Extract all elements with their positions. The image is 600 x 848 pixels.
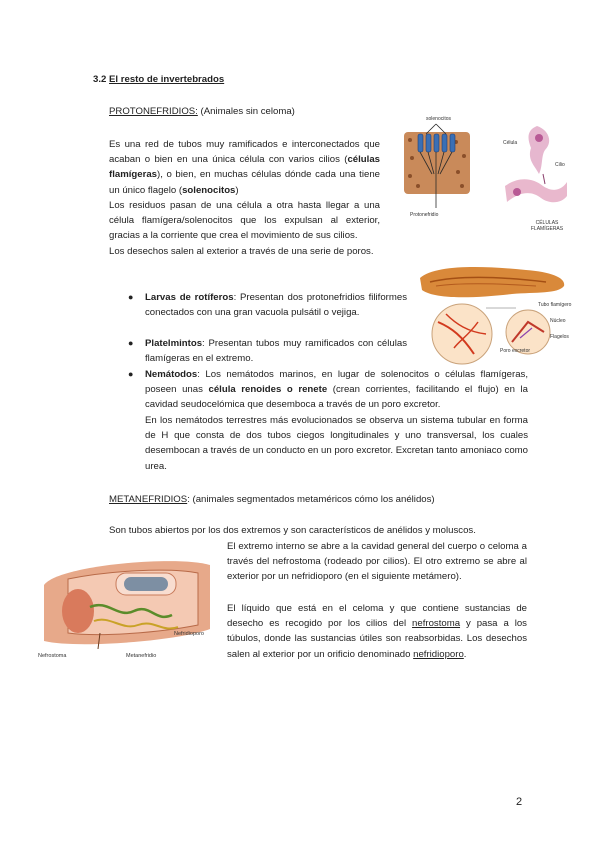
nematodos-extra: En los nemátodos terrestres más evolucionados se observa un sistema tubular en forma de H que consta de dos tubos ciegos longitudinales y uno transversal, los cuales desembocan a través de un conducto en un poro excretor. Excretan tanto amoniaco como urea. bbox=[145, 415, 528, 472]
fig2-label-cell: Célula bbox=[503, 140, 518, 146]
celulas-flamigeras-figure bbox=[497, 122, 569, 232]
bullet-dot: ● bbox=[128, 369, 134, 379]
planaria-illustration bbox=[416, 262, 572, 368]
bullet-dot: ● bbox=[128, 338, 134, 348]
meta-heading-label: METANEFRIDIOS bbox=[109, 494, 188, 505]
section-title-text: El resto de invertebrados bbox=[109, 74, 225, 85]
meta-heading-note: : (animales segmentados metaméricos cómo los anélidos) bbox=[187, 494, 435, 505]
fig3-label-2: Núcleo bbox=[550, 318, 566, 324]
flame-cell-illustration bbox=[497, 122, 569, 232]
fig3-label-3: Flagelos bbox=[550, 334, 569, 340]
earthworm-segment-illustration bbox=[38, 545, 218, 669]
planaria-figure bbox=[416, 262, 572, 368]
fig4-label-metanefridio: Metanefridio bbox=[126, 653, 157, 659]
proto-paragraph-1: Es una red de tubos muy ramificados e interconectados que acaban o bien en una única célula con varios cilios (células flamígeras), o bien, en muchas células dónde cada una tiene un único flagelo (solenocitos) bbox=[109, 139, 380, 196]
solenocitos-figure bbox=[396, 112, 488, 224]
proto-paragraph-3: Los desechos salen al exterior a través de una serie de poros. bbox=[109, 246, 374, 257]
meta-paragraph-1: El extremo interno se abre a la cavidad general del cuerpo o celoma a través del nefrostoma (rodeado por cilios). El otro extremo se abre al exterior por un nefridioporo (en el siguiente metámero). bbox=[227, 541, 527, 583]
bullet-dot: ● bbox=[128, 292, 134, 302]
meta-intro: Son tubos abiertos por los dos extremos y son característicos de anélidos y moluscos. bbox=[109, 525, 476, 536]
bullet-nematodos: Nemátodos: Los nemátodos marinos, en lugar de solenocitos o células flamígeras, poseen unas célula renoides o renete (crean corrientes, facilitando el flujo) en la cavidad seudocelómica que desemboca a través de un poro excretor. bbox=[145, 369, 529, 411]
fig3-label-1: Tubo flamígero bbox=[538, 302, 572, 308]
fig3-label-4: Poro excretor bbox=[500, 348, 531, 354]
metanefridio-figure bbox=[38, 545, 218, 669]
bullet-rotiferos: Larvas de rotíferos: Presentan dos protonefridios filiformes conectados con una gran vacuola pulsátil o vejiga. bbox=[145, 292, 407, 319]
proto-heading-label: PROTONEFRIDIOS: bbox=[109, 106, 198, 117]
fig4-label-nefrostoma: Nefrostoma bbox=[38, 653, 67, 659]
fig2-caption: CÉLULAS FLAMÍGERAS bbox=[530, 220, 564, 232]
fig2-label-cilio: Cilio bbox=[555, 162, 565, 168]
fig1-label-top: solenocitos bbox=[426, 116, 452, 122]
proto-heading-note: (Animales sin celoma) bbox=[197, 106, 295, 117]
fig4-label-nefridioporo: Nefridioporo bbox=[174, 631, 204, 637]
section-title bbox=[93, 72, 224, 87]
meta-paragraph-2: El líquido que está en el celoma y que contiene sustancias de desecho es recogido por los cilios del nefrostoma y pasa a los túbulos, donde las sustancias útiles son reabsorbidas. Los desechos salen al exterior por un orificio denominado nefridioporo. bbox=[227, 603, 527, 660]
fig1-label-bottom: Protonefridio bbox=[410, 212, 439, 218]
meta-heading bbox=[109, 492, 435, 507]
solenocitos-illustration bbox=[396, 112, 488, 224]
bullet-platelmintos: Platelmintos: Presentan tubos muy ramificados con células flamígeras en el extremo. bbox=[145, 338, 407, 365]
page-number: 2 bbox=[516, 796, 523, 808]
section-number: 3.2 bbox=[93, 74, 107, 85]
proto-heading bbox=[109, 104, 295, 119]
proto-paragraph-2: Los residuos pasan de una célula a otra hasta llegar a una célula flamígera/solenocitos que los expulsan al exterior, gracias a la corriente que crea el movimiento de sus cilios. bbox=[109, 200, 380, 242]
